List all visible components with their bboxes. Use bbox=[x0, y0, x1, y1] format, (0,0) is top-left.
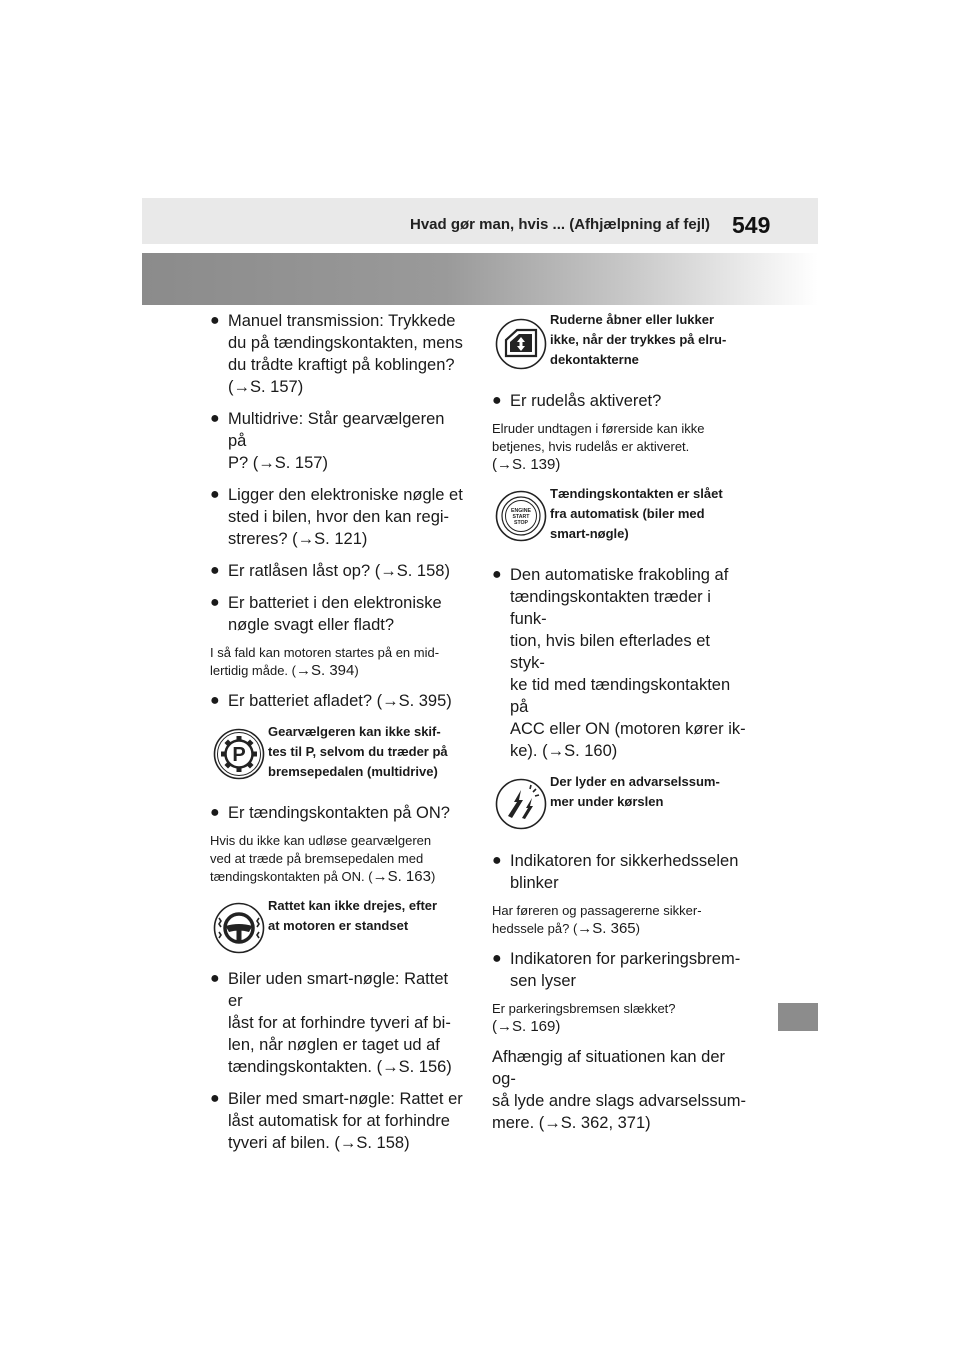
engine-start-stop-icon bbox=[495, 490, 547, 542]
chapter-tab bbox=[778, 1003, 818, 1031]
list-item: ● Indikatoren for parkeringsbrem- sen lyser bbox=[492, 950, 741, 990]
page-reference: (→S. 139) bbox=[492, 456, 561, 473]
list-item: ● Biler med smart-nøgle: Rattet er låst automatisk for at forhindre tyveri af bilen. (→S. 158) bbox=[210, 1090, 463, 1152]
page-number: 549 bbox=[732, 212, 771, 238]
list-item: ● Indikatoren for sikkerhedsselen blinker bbox=[492, 852, 739, 892]
page-reference: →S. 365 bbox=[577, 920, 636, 937]
left-column bbox=[210, 310, 465, 1164]
list-item: ● Er batteriet afladet? (→S. 395) bbox=[210, 692, 452, 710]
list-item: ● Multidrive: Står gearvælgeren på P? (→S. 157) bbox=[210, 410, 445, 472]
list-item: ● Ligger den elektroniske nøgle et sted i bilen, hvor den kan regi- streres? (→S. 121) bbox=[210, 486, 463, 548]
note-text: I så fald kan motoren startes på en mid- lertidig måde. (→S. 394) bbox=[210, 645, 440, 679]
list-item: ● Den automatiske frakobling af tændingskontakten træder i funk- tion, hvis bilen efterlades et styk- ke tid med tændingskontakten på ACC eller ON (motoren kører ik- ke). (→S. 160) bbox=[492, 566, 746, 760]
svg-text:STOP: STOP bbox=[513, 520, 529, 526]
list-item: ● Er ratlåsen låst op? (→S. 158) bbox=[210, 562, 450, 580]
list-item: ● Er tændingskontakten på ON? bbox=[210, 804, 450, 822]
symptom-box: Rattet kan ikke drejes, efter at motoren er standset bbox=[210, 896, 465, 956]
symptom-box: Ruderne åbner eller lukker ikke, når der trykkes på elru- dekontakterne bbox=[492, 310, 747, 378]
note-text: Hvis du ikke kan udløse gearvælgeren ved at træde på bremsepedalen med tændingskontakten på ON. (→S. 163) bbox=[210, 833, 436, 885]
paragraph: Afhængig af situationen kan der og- så lyde andre slags advarselssum- mere. (→S. 362, 371) bbox=[492, 1048, 747, 1132]
symptom-box: P Gearvælgeren kan ikke skif- tes til P, selvom du træder på bremsepedalen (multidrive) bbox=[210, 722, 465, 790]
svg-text:P: P bbox=[232, 744, 246, 766]
symptom-box: ENGINE START STOP Tændingskontakten er slået fra automatisk (biler med smart-nøgle) bbox=[492, 484, 747, 552]
list-item: ● Er batteriet i den elektroniske nøgle svagt eller fladt? bbox=[210, 594, 442, 634]
note-text: Er parkeringsbremsen slækket? (→S. 169) bbox=[492, 1000, 747, 1036]
page-reference: →S. 394 bbox=[295, 662, 355, 679]
warning-sound-icon bbox=[495, 778, 547, 830]
note-text: Elruder undtagen i førerside kan ikke betjenes, hvis rudelås er aktiveret. (→S. 139) bbox=[492, 420, 747, 474]
header-title: Hvad gør man, hvis ... (Afhjælpning af fejl) bbox=[410, 216, 711, 233]
list-item: ● Biler uden smart-nøgle: Rattet er låst for at forhindre tyveri af bi- len, når nøglen er taget ud af tændingskontakten. (→S. 156) bbox=[210, 970, 452, 1076]
list-item: ● Er rudelås aktiveret? bbox=[492, 392, 662, 410]
page-reference: (→S. 169) bbox=[492, 1018, 561, 1035]
list-item: ● Manuel transmission: Trykkede du på tændingskontakten, mens du trådte kraftigt på koblingen? (→S. 157) bbox=[210, 312, 463, 396]
section-banner bbox=[142, 253, 818, 305]
svg-text:ENGINE: ENGINE bbox=[511, 508, 531, 514]
steering-wheel-icon bbox=[213, 902, 265, 954]
symptom-box: Der lyder en advarselssum- mer under kørslen bbox=[492, 772, 747, 838]
power-window-icon bbox=[495, 318, 547, 370]
park-gear-icon bbox=[213, 728, 265, 780]
svg-text:START: START bbox=[512, 514, 530, 520]
page-reference: →S. 163 bbox=[372, 868, 431, 885]
right-column bbox=[492, 310, 747, 1144]
note-text: Har føreren og passagererne sikker- hedssele på? (→S. 365) bbox=[492, 903, 702, 937]
